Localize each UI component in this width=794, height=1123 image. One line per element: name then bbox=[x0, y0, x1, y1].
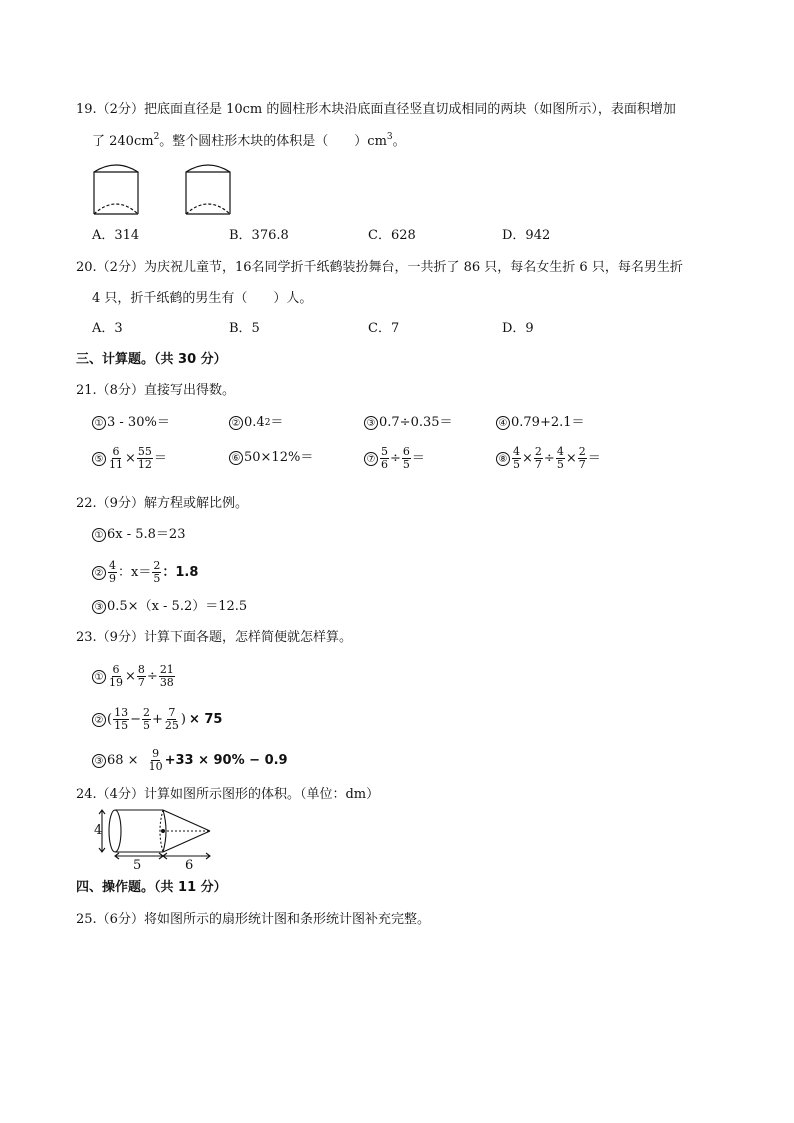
q20-stem-line2: 4 只，折千纸鹤的男生有（ ）人。 bbox=[92, 291, 313, 306]
fraction: $\frac{2}{7}$ bbox=[578, 445, 586, 471]
half-cylinder-left bbox=[94, 165, 138, 214]
section-3-heading: 三、计算题。（共 30 分） bbox=[76, 352, 227, 367]
fraction: $\frac{6}{11}$ bbox=[109, 445, 123, 471]
q19-option-a[interactable]: A．314 bbox=[92, 228, 140, 243]
fraction: $\frac{7}{25}$ bbox=[164, 706, 179, 732]
fraction: $\frac{4}{5}$ bbox=[556, 445, 564, 471]
q21-item-3: ③ 0.7÷0.35＝ bbox=[364, 414, 453, 432]
q23-item-1: ① $\frac{6}{19}$ × $\frac{8}{7}$ ÷ $\frac{21}{38}$ bbox=[92, 664, 176, 689]
fraction: $\frac{4}{9}$ bbox=[109, 559, 116, 585]
q23-item-3: ③ 68 × $\frac{9}{10}$ +33 × 90% − 0.9 bbox=[92, 748, 288, 773]
q20-option-a[interactable]: A．3 bbox=[92, 321, 123, 336]
fraction: $\frac{9}{10}$ bbox=[148, 747, 163, 773]
q24-cylinder-cone-figure bbox=[88, 806, 218, 868]
section-4-heading: 四、操作题。（共 11 分） bbox=[76, 880, 227, 895]
fraction: $\frac{2}{5}$ bbox=[153, 559, 161, 585]
q19-half-cylinder-figures bbox=[88, 160, 248, 220]
q24-dim-cone-length: 6 bbox=[185, 858, 194, 873]
fraction: $\frac{21}{38}$ bbox=[159, 663, 174, 689]
q20-option-d[interactable]: D．9 bbox=[502, 321, 534, 336]
q19-stem-line1: 19.（2分）把底面直径是 10cm 的圆柱形木块沿底面直径竖直切成相同的两块（如图所示），表面积增加 bbox=[76, 102, 676, 117]
q21-item-1: ① 3 - 30%＝ bbox=[92, 414, 170, 432]
q20-stem-line1: 20.（2分）为庆祝儿童节，16名同学折千纸鹤装扮舞台，一共折了 86 只，每名女生折 6 只，每名男生折 bbox=[76, 260, 683, 275]
q24-dim-height: 4 bbox=[94, 823, 103, 838]
fraction: $\frac{5}{6}$ bbox=[381, 445, 388, 471]
half-cylinder-right bbox=[186, 165, 230, 214]
fraction: $\frac{6}{19}$ bbox=[109, 663, 123, 689]
q20-option-b[interactable]: B．5 bbox=[229, 321, 260, 336]
q23-title: 23.（9分）计算下面各题，怎样简便就怎样算。 bbox=[76, 630, 352, 645]
q21-title: 21.（8分）直接写出得数。 bbox=[76, 383, 235, 398]
q21-item-6: ⑥ 50×12%＝ bbox=[229, 449, 313, 467]
fraction: $\frac{2}{7}$ bbox=[534, 445, 542, 471]
q24-dim-cylinder-length: 5 bbox=[133, 858, 142, 873]
q19-option-d[interactable]: D．942 bbox=[502, 228, 551, 243]
q19-option-b[interactable]: B．376.8 bbox=[229, 228, 289, 243]
q23-item-2: ② ( $\frac{13}{15}$ − $\frac{2}{5}$ + $\frac{7}{25}$ ) × 75 bbox=[92, 707, 222, 732]
q19-stem-line2: 了 $240cm^2$。整个圆柱形木块的体积是（ ）$cm^3$。 bbox=[92, 132, 406, 149]
q21-item-2: ② 0.4 2 ＝ bbox=[229, 414, 283, 432]
q22-item-3: ③ 0.5×（x - 5.2）＝12.5 bbox=[92, 598, 247, 616]
q21-item-7: ⑦ $\frac{5}{6}$ ÷ $\frac{6}{5}$ ＝ bbox=[364, 446, 425, 471]
fraction: $\frac{55}{12}$ bbox=[137, 445, 152, 471]
q21-item-4: ④ 0.79+2.1＝ bbox=[496, 414, 585, 432]
q21-item-5: ⑤ $\frac{6}{11}$ × $\frac{55}{12}$ ＝ bbox=[92, 446, 167, 471]
q25-title: 25.（6分）将如图所示的扇形统计图和条形统计图补充完整。 bbox=[76, 912, 430, 927]
fraction: $\frac{13}{15}$ bbox=[114, 706, 129, 732]
q22-item-2: ② $\frac{4}{9}$ ：x＝ $\frac{2}{5}$ ：1.8 bbox=[92, 560, 198, 585]
fraction: $\frac{6}{5}$ bbox=[402, 445, 410, 471]
q19-option-c[interactable]: C．628 bbox=[368, 228, 416, 243]
fraction: $\frac{4}{5}$ bbox=[513, 445, 520, 471]
fraction: $\frac{2}{5}$ bbox=[142, 706, 150, 732]
q24-title: 24.（4分）计算如图所示图形的体积。（单位：dm） bbox=[76, 787, 380, 802]
fraction: $\frac{8}{7}$ bbox=[137, 663, 145, 689]
q22-item-1: ① 6x - 5.8＝23 bbox=[92, 526, 185, 544]
q22-title: 22.（9分）解方程或解比例。 bbox=[76, 496, 248, 511]
q21-item-8: ⑧ $\frac{4}{5}$ × $\frac{2}{7}$ ÷ $\frac{4}{5}$ × $\frac{2}{7}$ ＝ bbox=[496, 446, 601, 471]
q20-option-c[interactable]: C．7 bbox=[368, 321, 400, 336]
